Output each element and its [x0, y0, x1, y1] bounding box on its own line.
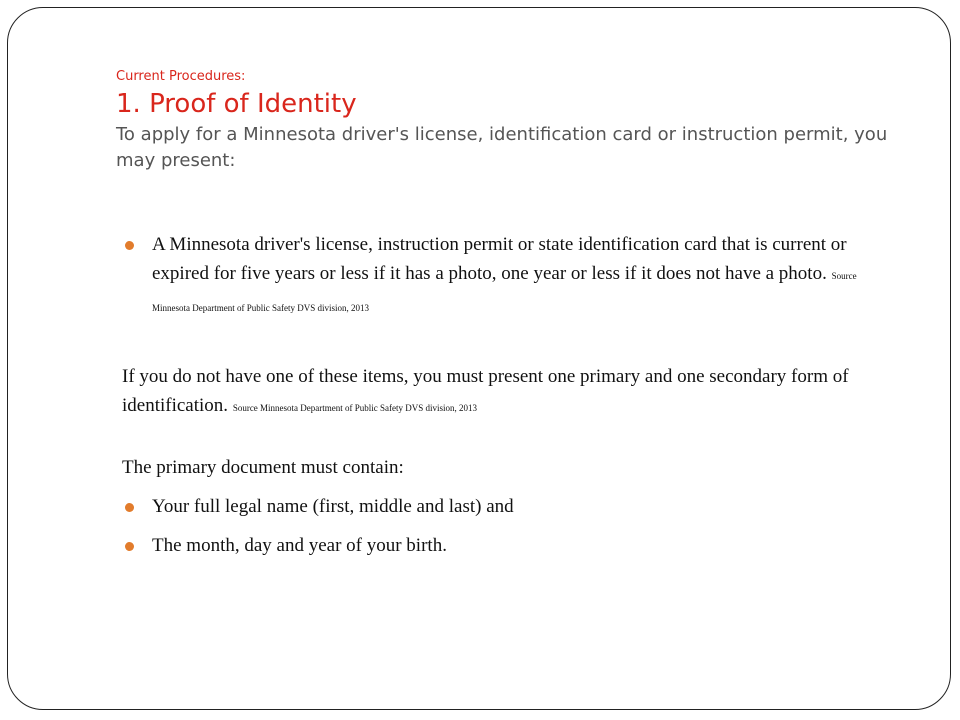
list-item: [122, 492, 892, 521]
list-item: [122, 531, 892, 560]
source-note: Source Minnesota Department of Public Safety DVS division, 2013: [232, 403, 478, 413]
paragraph: [122, 362, 892, 423]
slide-body: [122, 230, 892, 570]
requirements-list: [122, 492, 892, 560]
slide-frame: [7, 7, 951, 710]
source-note: Source Minnesota Department of Public Safety DVS division, 2013: [152, 271, 857, 313]
slide-kicker: Current Procedures:: [116, 69, 246, 84]
slide-subtitle: To apply for a Minnesota driver's license, identification card or instruction permit, you may present:: [116, 124, 888, 171]
list-item-text: Your full legal name (first, middle and last) and: [152, 496, 514, 517]
slide-title: 1. Proof of Identity: [116, 89, 357, 119]
bullet-icon: [125, 503, 134, 512]
paragraph: The primary document must contain:: [122, 457, 404, 478]
slide-header: [116, 68, 896, 174]
list-item-text: The month, day and year of your birth.: [152, 535, 447, 556]
bullet-icon: [125, 241, 134, 250]
bullet-text: A Minnesota driver's license, instruction permit or state identification card that is current or expired for five years or less if it has a photo, one year or less if it does not have a photo.: [152, 234, 847, 284]
paragraph-text: If you do not have one of these items, you must present one primary and one secondary form of identification.: [122, 366, 849, 416]
bullet-icon: [125, 542, 134, 551]
list-item: [122, 230, 892, 323]
